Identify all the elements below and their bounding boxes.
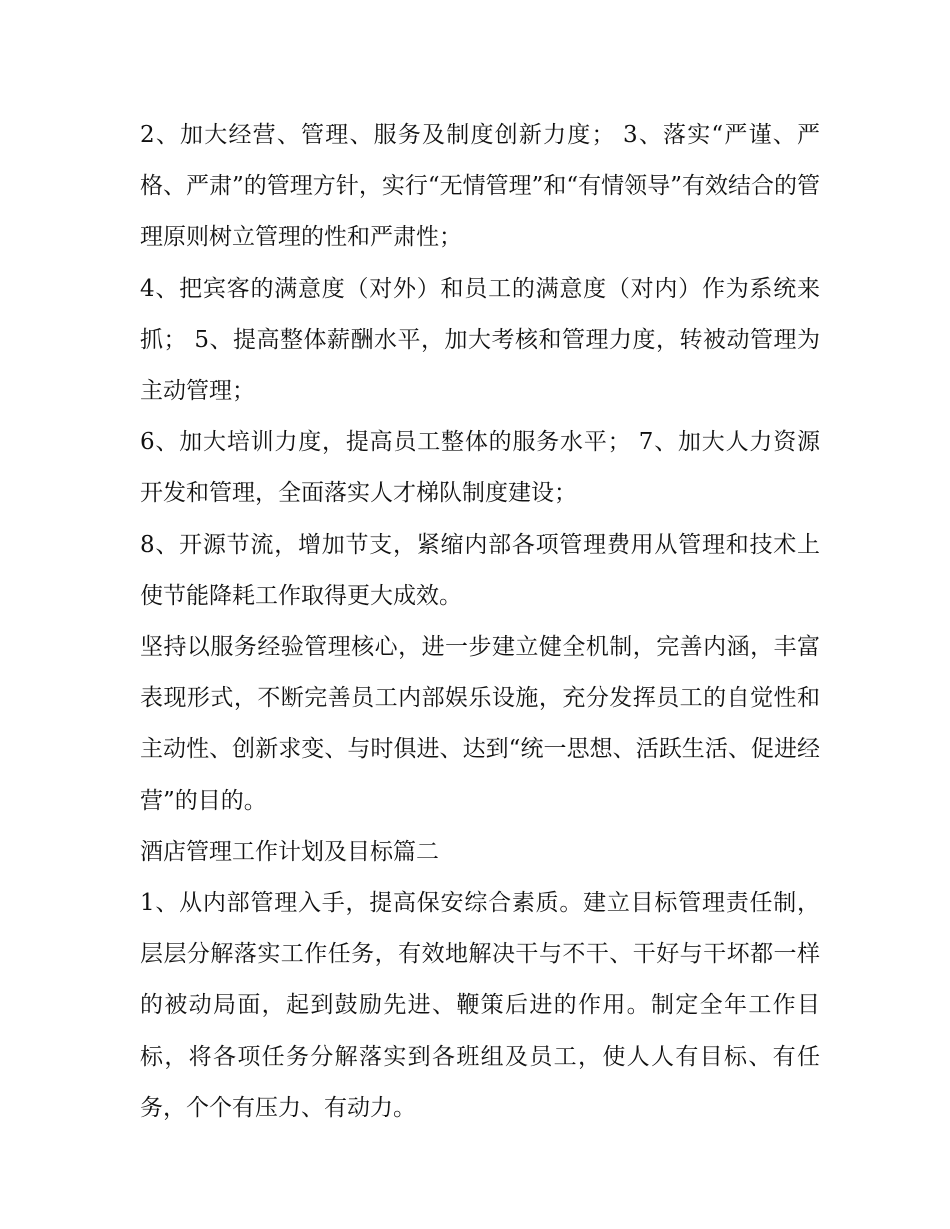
document-body <box>140 110 820 1134</box>
paragraph-cost-saving: 8、开源节流，增加节支，紧缩内部各项管理费用从管理和技术上使节能降耗工作取得更大成效。 <box>140 531 820 609</box>
paragraph-internal-management: 1、从内部管理入手，提高保安综合素质。建立目标管理责任制，层层分解落实工作任务，有效地解决干与不干、干好与干坏都一样的被动局面，起到鼓励先进、鞭策后进的作用。制定全年工作目标，将各项任务分解落实到各班组及员工，使人人有目标、有任务，个个有压力、有动力。 <box>140 890 820 1121</box>
paragraph-training: 6、加大培训力度，提高员工整体的服务水平； 7、加大人力资源开发和管理，全面落实人才梯队制度建设； <box>140 429 820 507</box>
paragraph-management-innovation: 2、加大经营、管理、服务及制度创新力度； 3、落实“严谨、严格、严肃”的管理方针，实行“无情管理”和“有情领导”有效结合的管理原则树立管理的性和严肃性； <box>140 122 820 251</box>
paragraph-service-core: 坚持以服务经验管理核心，进一步建立健全机制，完善内涵，丰富表现形式，不断完善员工内部娱乐设施，充分发挥员工的自觉性和主动性、创新求变、与时俱进、达到“统一思想、活跃生活、促进经营”的目的。 <box>140 634 820 814</box>
paragraph-satisfaction: 4、把宾客的满意度（对外）和员工的满意度（对内）作为系统来抓； 5、提高整体薪酬水平，加大考核和管理力度，转被动管理为主动管理； <box>140 275 820 405</box>
section-heading: 酒店管理工作计划及目标篇二 <box>140 838 439 865</box>
